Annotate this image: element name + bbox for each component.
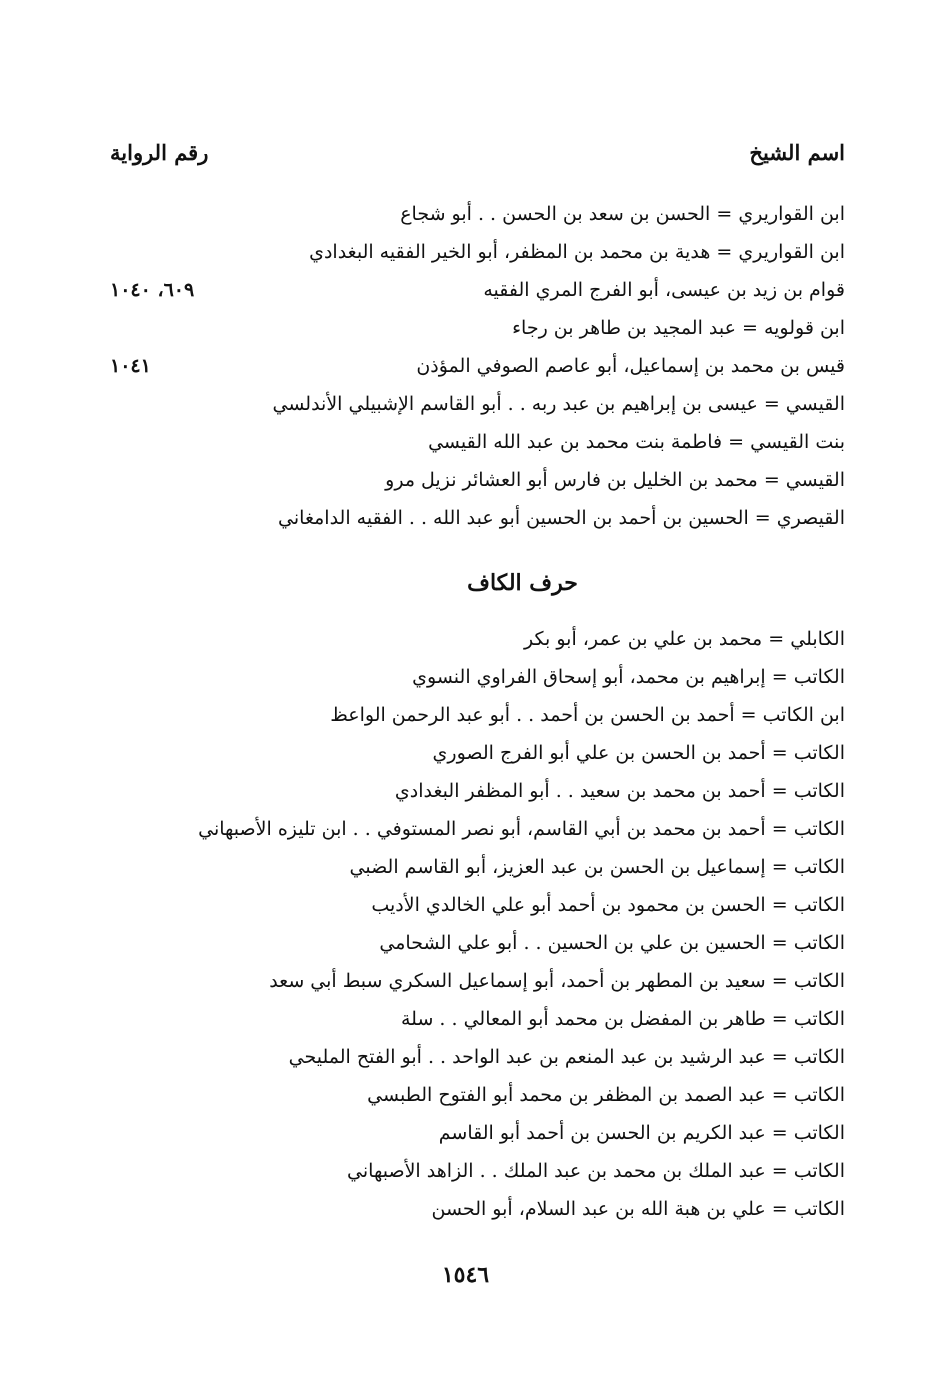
entry-name: الكاتب = عبد الكريم بن الحسن بن أحمد أبو القاسم — [438, 1122, 845, 1144]
list-item — [110, 1076, 845, 1114]
list-item — [110, 734, 845, 772]
entry-name: ابن الكاتب = أحمد بن الحسن بن أحمد . . أبو عبد الرحمن الواعظ — [330, 704, 845, 726]
list-item — [110, 499, 845, 537]
entry-name: الكاتب = طاهر بن المفضل بن محمد أبو المعالي . . سلة — [401, 1008, 845, 1030]
entry-name: الكاتب = عبد الملك بن محمد بن عبد الملك . . الزاهد الأصبهاني — [347, 1160, 845, 1182]
entry-name: الكاتب = الحسن بن محمود بن أحمد أبو علي الخالدي الأديب — [371, 894, 845, 916]
entry-name: الكاتب = أحمد بن محمد بن أبي القاسم، أبو نصر المستوفي . . ابن تليزه الأصبهاني — [198, 818, 845, 840]
list-item — [110, 1152, 845, 1190]
list-item — [110, 461, 845, 499]
list-item — [110, 271, 845, 309]
entry-name: القيسي = محمد بن الخليل بن فارس أبو العشائر نزيل مرو — [385, 469, 845, 491]
entry-name: ابن قولويه = عبد المجيد بن طاهر بن رجاء — [512, 317, 845, 339]
list-item — [110, 195, 845, 233]
entry-name: الكاتب = أحمد بن الحسن بن علي أبو الفرج الصوري — [432, 742, 845, 764]
entries-list-kaf — [110, 620, 845, 1228]
list-item — [110, 962, 845, 1000]
entry-name: بنت القيسي = فاطمة بنت محمد بن عبد الله القيسي — [428, 431, 845, 453]
entry-name: قوام بن زيد بن عيسى، أبو الفرج المري الفقيه — [483, 279, 845, 301]
entry-name: ابن القواريري = هدية بن محمد بن المظفر، أبو الخير الفقيه البغدادي — [309, 241, 845, 263]
entry-name: القيصري = الحسين بن أحمد بن الحسين أبو عبد الله . . الفقيه الدامغاني — [278, 507, 845, 529]
entries-list-qaf — [110, 195, 845, 537]
list-item — [110, 1190, 845, 1228]
entry-name: الكاتب = عبد الصمد بن المظفر بن محمد أبو الفتوح الطبسي — [367, 1084, 845, 1106]
list-item — [110, 924, 845, 962]
entry-name: الكاتب = أحمد بن محمد بن سعيد . . أبو المظفر البغدادي — [394, 780, 845, 802]
list-item — [110, 772, 845, 810]
page-number: ١٥٤٦ — [441, 1262, 490, 1288]
list-item — [110, 1114, 845, 1152]
list-item — [110, 658, 845, 696]
header-narration-number: رقم الرواية — [110, 140, 209, 165]
list-item — [110, 696, 845, 734]
entry-name: الكاتب = إسماعيل بن الحسن بن عبد العزيز، أبو القاسم الضبي — [349, 856, 845, 878]
entry-name: الكابلي = محمد بن علي بن عمر، أبو بكر — [524, 628, 845, 650]
list-item — [110, 620, 845, 658]
entry-name: الكاتب = الحسين بن علي بن الحسين . . أبو علي الشحامي — [379, 932, 845, 954]
table-header — [110, 140, 845, 176]
list-item — [110, 309, 845, 347]
entry-name: الكاتب = علي بن هبة الله بن عبد السلام، أبو الحسن — [431, 1198, 845, 1220]
list-item — [110, 385, 845, 423]
list-item — [110, 886, 845, 924]
entry-name: الكاتب = سعيد بن المطهر بن أحمد، أبو إسماعيل السكري سبط أبي سعد — [269, 970, 845, 992]
list-item — [110, 423, 845, 461]
list-item — [110, 233, 845, 271]
list-item — [110, 810, 845, 848]
list-item — [110, 848, 845, 886]
entry-numbers: ١٠٤١ — [110, 355, 151, 377]
entry-name: الكاتب = إبراهيم بن محمد، أبو إسحاق الفراوي النسوي — [412, 666, 845, 688]
entry-name: الكاتب = عبد الرشيد بن عبد المنعم بن عبد الواحد . . أبو الفتح المليحي — [288, 1046, 845, 1068]
header-sheikh-name: اسم الشيخ — [749, 140, 845, 165]
entry-name: القيسي = عيسى بن إبراهيم بن عبد ربه . . أبو القاسم الإشبيلي الأندلسي — [272, 393, 845, 415]
list-item — [110, 1038, 845, 1076]
entry-name: قيس بن محمد بن إسماعيل، أبو عاصم الصوفي المؤذن — [416, 355, 845, 377]
section-heading-kaf: حرف الكاف — [467, 570, 578, 596]
list-item — [110, 1000, 845, 1038]
entry-name: ابن القواريري = الحسن بن سعد بن الحسن . . أبو شجاع — [400, 203, 845, 225]
list-item — [110, 347, 845, 385]
entry-numbers: ٦٠٩، ١٠٤٠ — [110, 279, 195, 301]
